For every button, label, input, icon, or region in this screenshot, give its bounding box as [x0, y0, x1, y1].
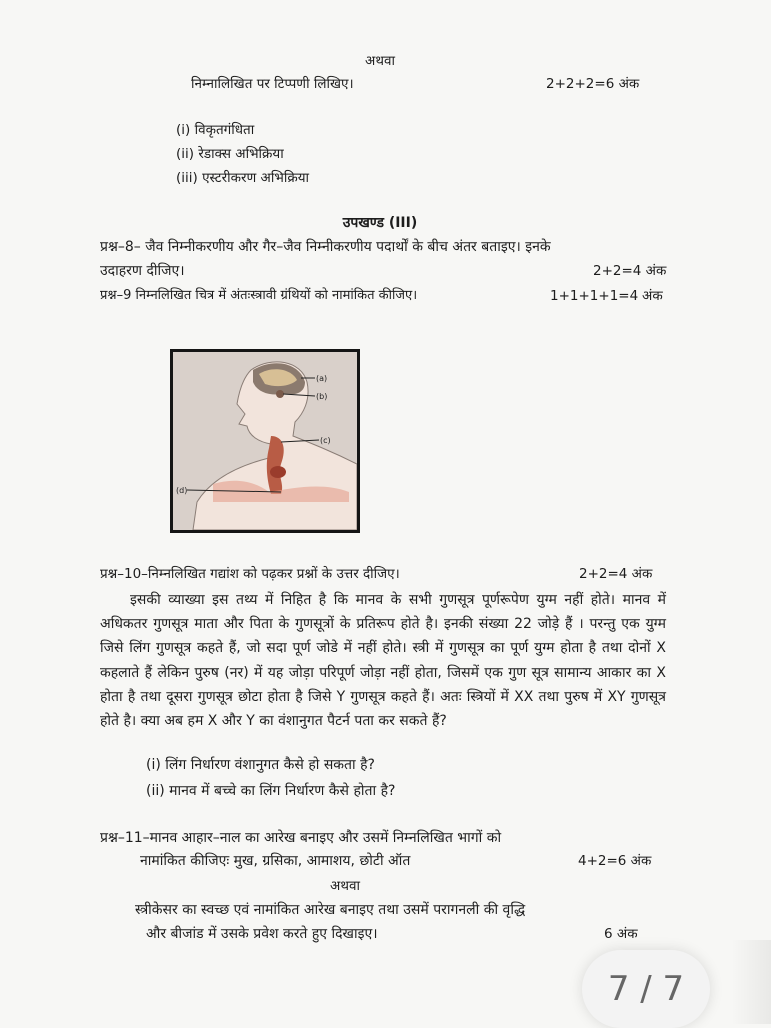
page-edge-shadow — [731, 940, 771, 1024]
page-indicator-label: 7 / 7 — [607, 969, 685, 1009]
q11-alt-line1: स्त्रीकेसर का स्वच्छ एवं नामांकित आरेख बनाइए तथा उसमें परागनली की वृद्धि — [135, 902, 526, 918]
note-marks: 2+2+2=6 अंक — [546, 76, 640, 92]
q11-athva: अथवा — [330, 878, 360, 894]
note-item-1: (i) विकृतगंधिता — [176, 122, 255, 138]
q9-text: प्रश्न–9 निम्नलिखित चित्र में अंतःस्त्रावी ग्रंथियों को नामांकित कीजिए। — [100, 288, 418, 303]
page-indicator — [582, 950, 710, 1028]
q11-line1: प्रश्न–11–मानव आहार–नाल का आरेख बनाइए और उसमें निम्नलिखित भागों को — [100, 830, 502, 846]
q10-marks: 2+2=4 अंक — [579, 566, 653, 582]
q11-alt-marks: 6 अंक — [604, 926, 638, 942]
endocrine-glands-figure — [170, 349, 360, 533]
q10-passage — [100, 588, 666, 733]
athva-heading: अथवा — [365, 53, 395, 69]
figure-label-a: (a) — [316, 374, 328, 383]
q10-sub1: (i) लिंग निर्धारण वंशानुगत कैसे हो सकता है? — [146, 757, 375, 773]
note-item-3: (iii) एस्टरीकरण अभिक्रिया — [176, 170, 310, 186]
q8-line1: प्रश्न–8– जैव निम्नीकरणीय और गैर–जैव निम्नीकरणीय पदार्थों के बीच अंतर बताइए। इनके — [100, 239, 551, 255]
q11-alt-line2: और बीजांड में उसके प्रवेश करते हुए दिखाइए। — [146, 926, 378, 942]
note-item-2: (ii) रेडाक्स अभिक्रिया — [176, 146, 284, 162]
q11-marks: 4+2=6 अंक — [578, 853, 652, 869]
q8-marks: 2+2=4 अंक — [593, 263, 667, 279]
q9-marks-unit: अंक — [642, 288, 663, 304]
q10-passage-text: इसकी व्याख्या इस तथ्य में निहित है कि मानव के सभी गुणसूत्र पूर्णरूपेण युग्म नहीं होते। मानव में अधिकतर गुणसूत्र माता और पिता के गुणसूत्रों के प्रतिरूप होते है। इनकी संख्या 22 जोड़े हैं । परन्तु एक युग्म जिसे लिंग गुणसूत्र कहते हैं, जो सदा पूर्ण जोडे में नहीं होते। स्त्री में गुणसूत्र का पूर्ण युग्म होता है तथा दोनों X कहलाते हैं लेकिन पुरुष (नर) में यह जोड़ा परिपूर्ण जोड़ा नहीं होता, जिसमें एक गुण सूत्र सामान्य आकार का X होता है तथा दूसरा गुणसूत्र छोटा होता है जिसे Y गुणसूत्र कहते हैं। अतः स्त्रियों में XX तथा पुरुष में XY गुणसूत्र होते है। क्या अब हम X और Y का वंशानुगत पैटर्न पता कर सकते हैं? — [100, 592, 666, 730]
q8-line2: उदाहरण दीजिए। — [100, 263, 185, 279]
human-head-neck-illustration — [173, 352, 357, 530]
q9-marks: 1+1+1+1=4 — [550, 288, 639, 304]
q10-sub2: (ii) मानव में बच्चे का लिंग निर्धारण कैसे होता है? — [146, 783, 396, 799]
note-prompt: निम्नालिखित पर टिप्पणी लिखिए। — [191, 76, 354, 92]
figure-label-d: (d) — [176, 486, 188, 495]
section-title: उपखण्ड (III) — [342, 215, 418, 231]
figure-label-b: (b) — [316, 392, 328, 401]
figure-label-c: (c) — [320, 436, 331, 445]
q10-heading: प्रश्न–10–निम्नलिखित गद्यांश को पढ़कर प्रश्नों के उत्तर दीजिए। — [100, 566, 400, 582]
q11-line2: नामांकित कीजिएः मुख, ग्रसिका, आमाशय, छोटी ऑत — [140, 853, 411, 869]
